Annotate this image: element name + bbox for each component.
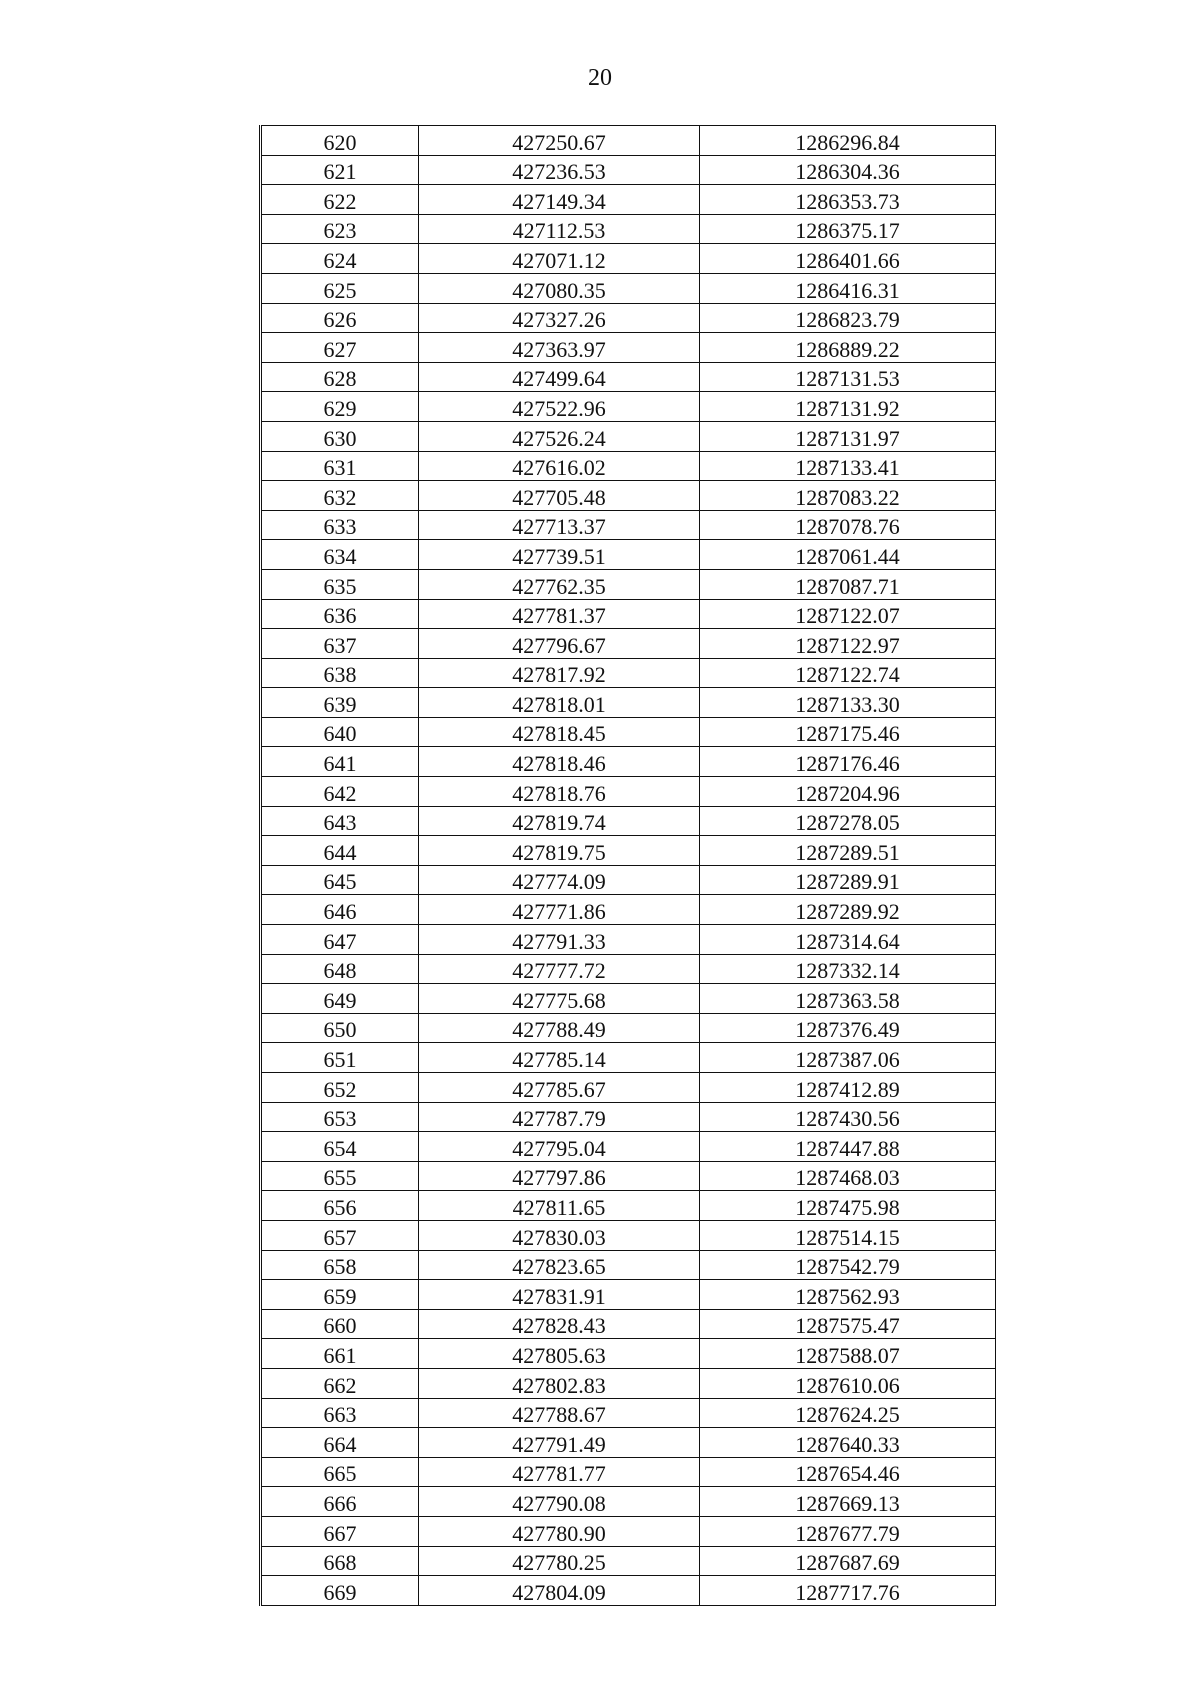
point-number-cell: 653: [261, 1102, 419, 1132]
coordinates-table-body: [261, 126, 996, 1606]
table-row: [261, 1398, 996, 1428]
x-coordinate-cell: 427327.26: [419, 303, 700, 333]
table-row: [261, 1576, 996, 1606]
x-coordinate-cell: 427780.25: [419, 1546, 700, 1576]
x-coordinate-cell: 427818.45: [419, 717, 700, 747]
x-coordinate-cell: 427777.72: [419, 954, 700, 984]
x-coordinate-cell: 427236.53: [419, 155, 700, 185]
table-row: [261, 954, 996, 984]
point-number-cell: 625: [261, 273, 419, 303]
table-row: [261, 747, 996, 777]
x-coordinate-cell: 427771.86: [419, 895, 700, 925]
x-coordinate-cell: 427818.01: [419, 688, 700, 718]
x-coordinate-cell: 427785.14: [419, 1043, 700, 1073]
y-coordinate-cell: 1287289.51: [700, 836, 996, 866]
y-coordinate-cell: 1287562.93: [700, 1280, 996, 1310]
x-coordinate-cell: 427112.53: [419, 214, 700, 244]
y-coordinate-cell: 1287133.41: [700, 451, 996, 481]
y-coordinate-cell: 1287447.88: [700, 1132, 996, 1162]
point-number-cell: 644: [261, 836, 419, 866]
x-coordinate-cell: 427080.35: [419, 273, 700, 303]
y-coordinate-cell: 1287610.06: [700, 1368, 996, 1398]
y-coordinate-cell: 1287289.92: [700, 895, 996, 925]
point-number-cell: 623: [261, 214, 419, 244]
point-number-cell: 631: [261, 451, 419, 481]
x-coordinate-cell: 427363.97: [419, 333, 700, 363]
x-coordinate-cell: 427781.77: [419, 1457, 700, 1487]
point-number-cell: 626: [261, 303, 419, 333]
table-row: [261, 1428, 996, 1458]
table-row: [261, 1043, 996, 1073]
table-row: [261, 451, 996, 481]
table-row: [261, 155, 996, 185]
y-coordinate-cell: 1287687.69: [700, 1546, 996, 1576]
x-coordinate-cell: 427791.49: [419, 1428, 700, 1458]
point-number-cell: 637: [261, 629, 419, 659]
point-number-cell: 661: [261, 1339, 419, 1369]
table-row: [261, 836, 996, 866]
point-number-cell: 664: [261, 1428, 419, 1458]
point-number-cell: 648: [261, 954, 419, 984]
table-row: [261, 658, 996, 688]
point-number-cell: 665: [261, 1457, 419, 1487]
y-coordinate-cell: 1287669.13: [700, 1487, 996, 1517]
x-coordinate-cell: 427781.37: [419, 599, 700, 629]
table-row: [261, 540, 996, 570]
table-row: [261, 925, 996, 955]
x-coordinate-cell: 427499.64: [419, 362, 700, 392]
x-coordinate-cell: 427788.67: [419, 1398, 700, 1428]
table-row: [261, 126, 996, 156]
point-number-cell: 643: [261, 806, 419, 836]
y-coordinate-cell: 1287332.14: [700, 954, 996, 984]
table-row: [261, 303, 996, 333]
x-coordinate-cell: 427819.75: [419, 836, 700, 866]
x-coordinate-cell: 427149.34: [419, 185, 700, 215]
point-number-cell: 649: [261, 984, 419, 1014]
point-number-cell: 639: [261, 688, 419, 718]
x-coordinate-cell: 427819.74: [419, 806, 700, 836]
point-number-cell: 635: [261, 569, 419, 599]
y-coordinate-cell: 1287363.58: [700, 984, 996, 1014]
point-number-cell: 656: [261, 1191, 419, 1221]
table-row: [261, 185, 996, 215]
x-coordinate-cell: 427775.68: [419, 984, 700, 1014]
point-number-cell: 658: [261, 1250, 419, 1280]
y-coordinate-cell: 1287278.05: [700, 806, 996, 836]
y-coordinate-cell: 1287314.64: [700, 925, 996, 955]
point-number-cell: 632: [261, 481, 419, 511]
table-row: [261, 717, 996, 747]
point-number-cell: 662: [261, 1368, 419, 1398]
y-coordinate-cell: 1287588.07: [700, 1339, 996, 1369]
y-coordinate-cell: 1287677.79: [700, 1516, 996, 1546]
y-coordinate-cell: 1287204.96: [700, 777, 996, 807]
table-row: [261, 1250, 996, 1280]
point-number-cell: 641: [261, 747, 419, 777]
y-coordinate-cell: 1287542.79: [700, 1250, 996, 1280]
point-number-cell: 652: [261, 1073, 419, 1103]
point-number-cell: 634: [261, 540, 419, 570]
table-row: [261, 1546, 996, 1576]
x-coordinate-cell: 427762.35: [419, 569, 700, 599]
point-number-cell: 645: [261, 865, 419, 895]
y-coordinate-cell: 1287654.46: [700, 1457, 996, 1487]
y-coordinate-cell: 1286889.22: [700, 333, 996, 363]
x-coordinate-cell: 427811.65: [419, 1191, 700, 1221]
y-coordinate-cell: 1287131.92: [700, 392, 996, 422]
point-number-cell: 667: [261, 1516, 419, 1546]
table-row: [261, 806, 996, 836]
y-coordinate-cell: 1287176.46: [700, 747, 996, 777]
table-row: [261, 421, 996, 451]
y-coordinate-cell: 1287624.25: [700, 1398, 996, 1428]
point-number-cell: 621: [261, 155, 419, 185]
point-number-cell: 627: [261, 333, 419, 363]
point-number-cell: 659: [261, 1280, 419, 1310]
x-coordinate-cell: 427071.12: [419, 244, 700, 274]
table-row: [261, 629, 996, 659]
point-number-cell: 654: [261, 1132, 419, 1162]
x-coordinate-cell: 427818.76: [419, 777, 700, 807]
x-coordinate-cell: 427616.02: [419, 451, 700, 481]
y-coordinate-cell: 1287087.71: [700, 569, 996, 599]
table-row: [261, 1309, 996, 1339]
table-row: [261, 481, 996, 511]
y-coordinate-cell: 1287131.53: [700, 362, 996, 392]
y-coordinate-cell: 1287122.74: [700, 658, 996, 688]
point-number-cell: 650: [261, 1013, 419, 1043]
point-number-cell: 640: [261, 717, 419, 747]
x-coordinate-cell: 427713.37: [419, 510, 700, 540]
table-row: [261, 1457, 996, 1487]
point-number-cell: 651: [261, 1043, 419, 1073]
table-row: [261, 244, 996, 274]
y-coordinate-cell: 1287078.76: [700, 510, 996, 540]
table-row: [261, 599, 996, 629]
table-row: [261, 1368, 996, 1398]
point-number-cell: 629: [261, 392, 419, 422]
table-row: [261, 1073, 996, 1103]
point-number-cell: 636: [261, 599, 419, 629]
x-coordinate-cell: 427522.96: [419, 392, 700, 422]
table-row: [261, 362, 996, 392]
point-number-cell: 666: [261, 1487, 419, 1517]
y-coordinate-cell: 1286823.79: [700, 303, 996, 333]
x-coordinate-cell: 427774.09: [419, 865, 700, 895]
x-coordinate-cell: 427796.67: [419, 629, 700, 659]
point-number-cell: 657: [261, 1220, 419, 1250]
y-coordinate-cell: 1287412.89: [700, 1073, 996, 1103]
x-coordinate-cell: 427804.09: [419, 1576, 700, 1606]
point-number-cell: 663: [261, 1398, 419, 1428]
y-coordinate-cell: 1287640.33: [700, 1428, 996, 1458]
table-row: [261, 984, 996, 1014]
table-row: [261, 1013, 996, 1043]
x-coordinate-cell: 427797.86: [419, 1161, 700, 1191]
x-coordinate-cell: 427828.43: [419, 1309, 700, 1339]
table-row: [261, 1339, 996, 1369]
y-coordinate-cell: 1287376.49: [700, 1013, 996, 1043]
point-number-cell: 669: [261, 1576, 419, 1606]
table-row: [261, 895, 996, 925]
y-coordinate-cell: 1287122.07: [700, 599, 996, 629]
point-number-cell: 633: [261, 510, 419, 540]
x-coordinate-cell: 427739.51: [419, 540, 700, 570]
point-number-cell: 638: [261, 658, 419, 688]
y-coordinate-cell: 1286375.17: [700, 214, 996, 244]
y-coordinate-cell: 1286416.31: [700, 273, 996, 303]
point-number-cell: 655: [261, 1161, 419, 1191]
point-number-cell: 647: [261, 925, 419, 955]
table-row: [261, 1102, 996, 1132]
point-number-cell: 646: [261, 895, 419, 925]
x-coordinate-cell: 427705.48: [419, 481, 700, 511]
x-coordinate-cell: 427795.04: [419, 1132, 700, 1162]
point-number-cell: 622: [261, 185, 419, 215]
x-coordinate-cell: 427802.83: [419, 1368, 700, 1398]
x-coordinate-cell: 427791.33: [419, 925, 700, 955]
table-row: [261, 1161, 996, 1191]
x-coordinate-cell: 427785.67: [419, 1073, 700, 1103]
table-row: [261, 1191, 996, 1221]
table-row: [261, 214, 996, 244]
page-number: 20: [588, 65, 612, 91]
table-row: [261, 392, 996, 422]
y-coordinate-cell: 1287430.56: [700, 1102, 996, 1132]
y-coordinate-cell: 1287175.46: [700, 717, 996, 747]
x-coordinate-cell: 427817.92: [419, 658, 700, 688]
y-coordinate-cell: 1287083.22: [700, 481, 996, 511]
table-row: [261, 865, 996, 895]
y-coordinate-cell: 1287514.15: [700, 1220, 996, 1250]
table-row: [261, 1280, 996, 1310]
table-row: [261, 1220, 996, 1250]
x-coordinate-cell: 427526.24: [419, 421, 700, 451]
table-row: [261, 333, 996, 363]
x-coordinate-cell: 427805.63: [419, 1339, 700, 1369]
y-coordinate-cell: 1286353.73: [700, 185, 996, 215]
y-coordinate-cell: 1287475.98: [700, 1191, 996, 1221]
y-coordinate-cell: 1287131.97: [700, 421, 996, 451]
table-row: [261, 510, 996, 540]
x-coordinate-cell: 427831.91: [419, 1280, 700, 1310]
x-coordinate-cell: 427788.49: [419, 1013, 700, 1043]
y-coordinate-cell: 1286296.84: [700, 126, 996, 156]
table-row: [261, 1132, 996, 1162]
point-number-cell: 642: [261, 777, 419, 807]
point-number-cell: 630: [261, 421, 419, 451]
y-coordinate-cell: 1287717.76: [700, 1576, 996, 1606]
table-row: [261, 777, 996, 807]
y-coordinate-cell: 1287133.30: [700, 688, 996, 718]
point-number-cell: 660: [261, 1309, 419, 1339]
y-coordinate-cell: 1286401.66: [700, 244, 996, 274]
table-row: [261, 688, 996, 718]
point-number-cell: 668: [261, 1546, 419, 1576]
y-coordinate-cell: 1287289.91: [700, 865, 996, 895]
point-number-cell: 624: [261, 244, 419, 274]
x-coordinate-cell: 427250.67: [419, 126, 700, 156]
y-coordinate-cell: 1287122.97: [700, 629, 996, 659]
y-coordinate-cell: 1287387.06: [700, 1043, 996, 1073]
point-number-cell: 628: [261, 362, 419, 392]
y-coordinate-cell: 1287061.44: [700, 540, 996, 570]
y-coordinate-cell: 1287575.47: [700, 1309, 996, 1339]
x-coordinate-cell: 427823.65: [419, 1250, 700, 1280]
coordinates-table: [259, 125, 996, 1606]
table-row: [261, 1516, 996, 1546]
x-coordinate-cell: 427790.08: [419, 1487, 700, 1517]
x-coordinate-cell: 427830.03: [419, 1220, 700, 1250]
x-coordinate-cell: 427787.79: [419, 1102, 700, 1132]
table-row: [261, 273, 996, 303]
x-coordinate-cell: 427818.46: [419, 747, 700, 777]
table-row: [261, 569, 996, 599]
table-row: [261, 1487, 996, 1517]
point-number-cell: 620: [261, 126, 419, 156]
x-coordinate-cell: 427780.90: [419, 1516, 700, 1546]
y-coordinate-cell: 1286304.36: [700, 155, 996, 185]
y-coordinate-cell: 1287468.03: [700, 1161, 996, 1191]
